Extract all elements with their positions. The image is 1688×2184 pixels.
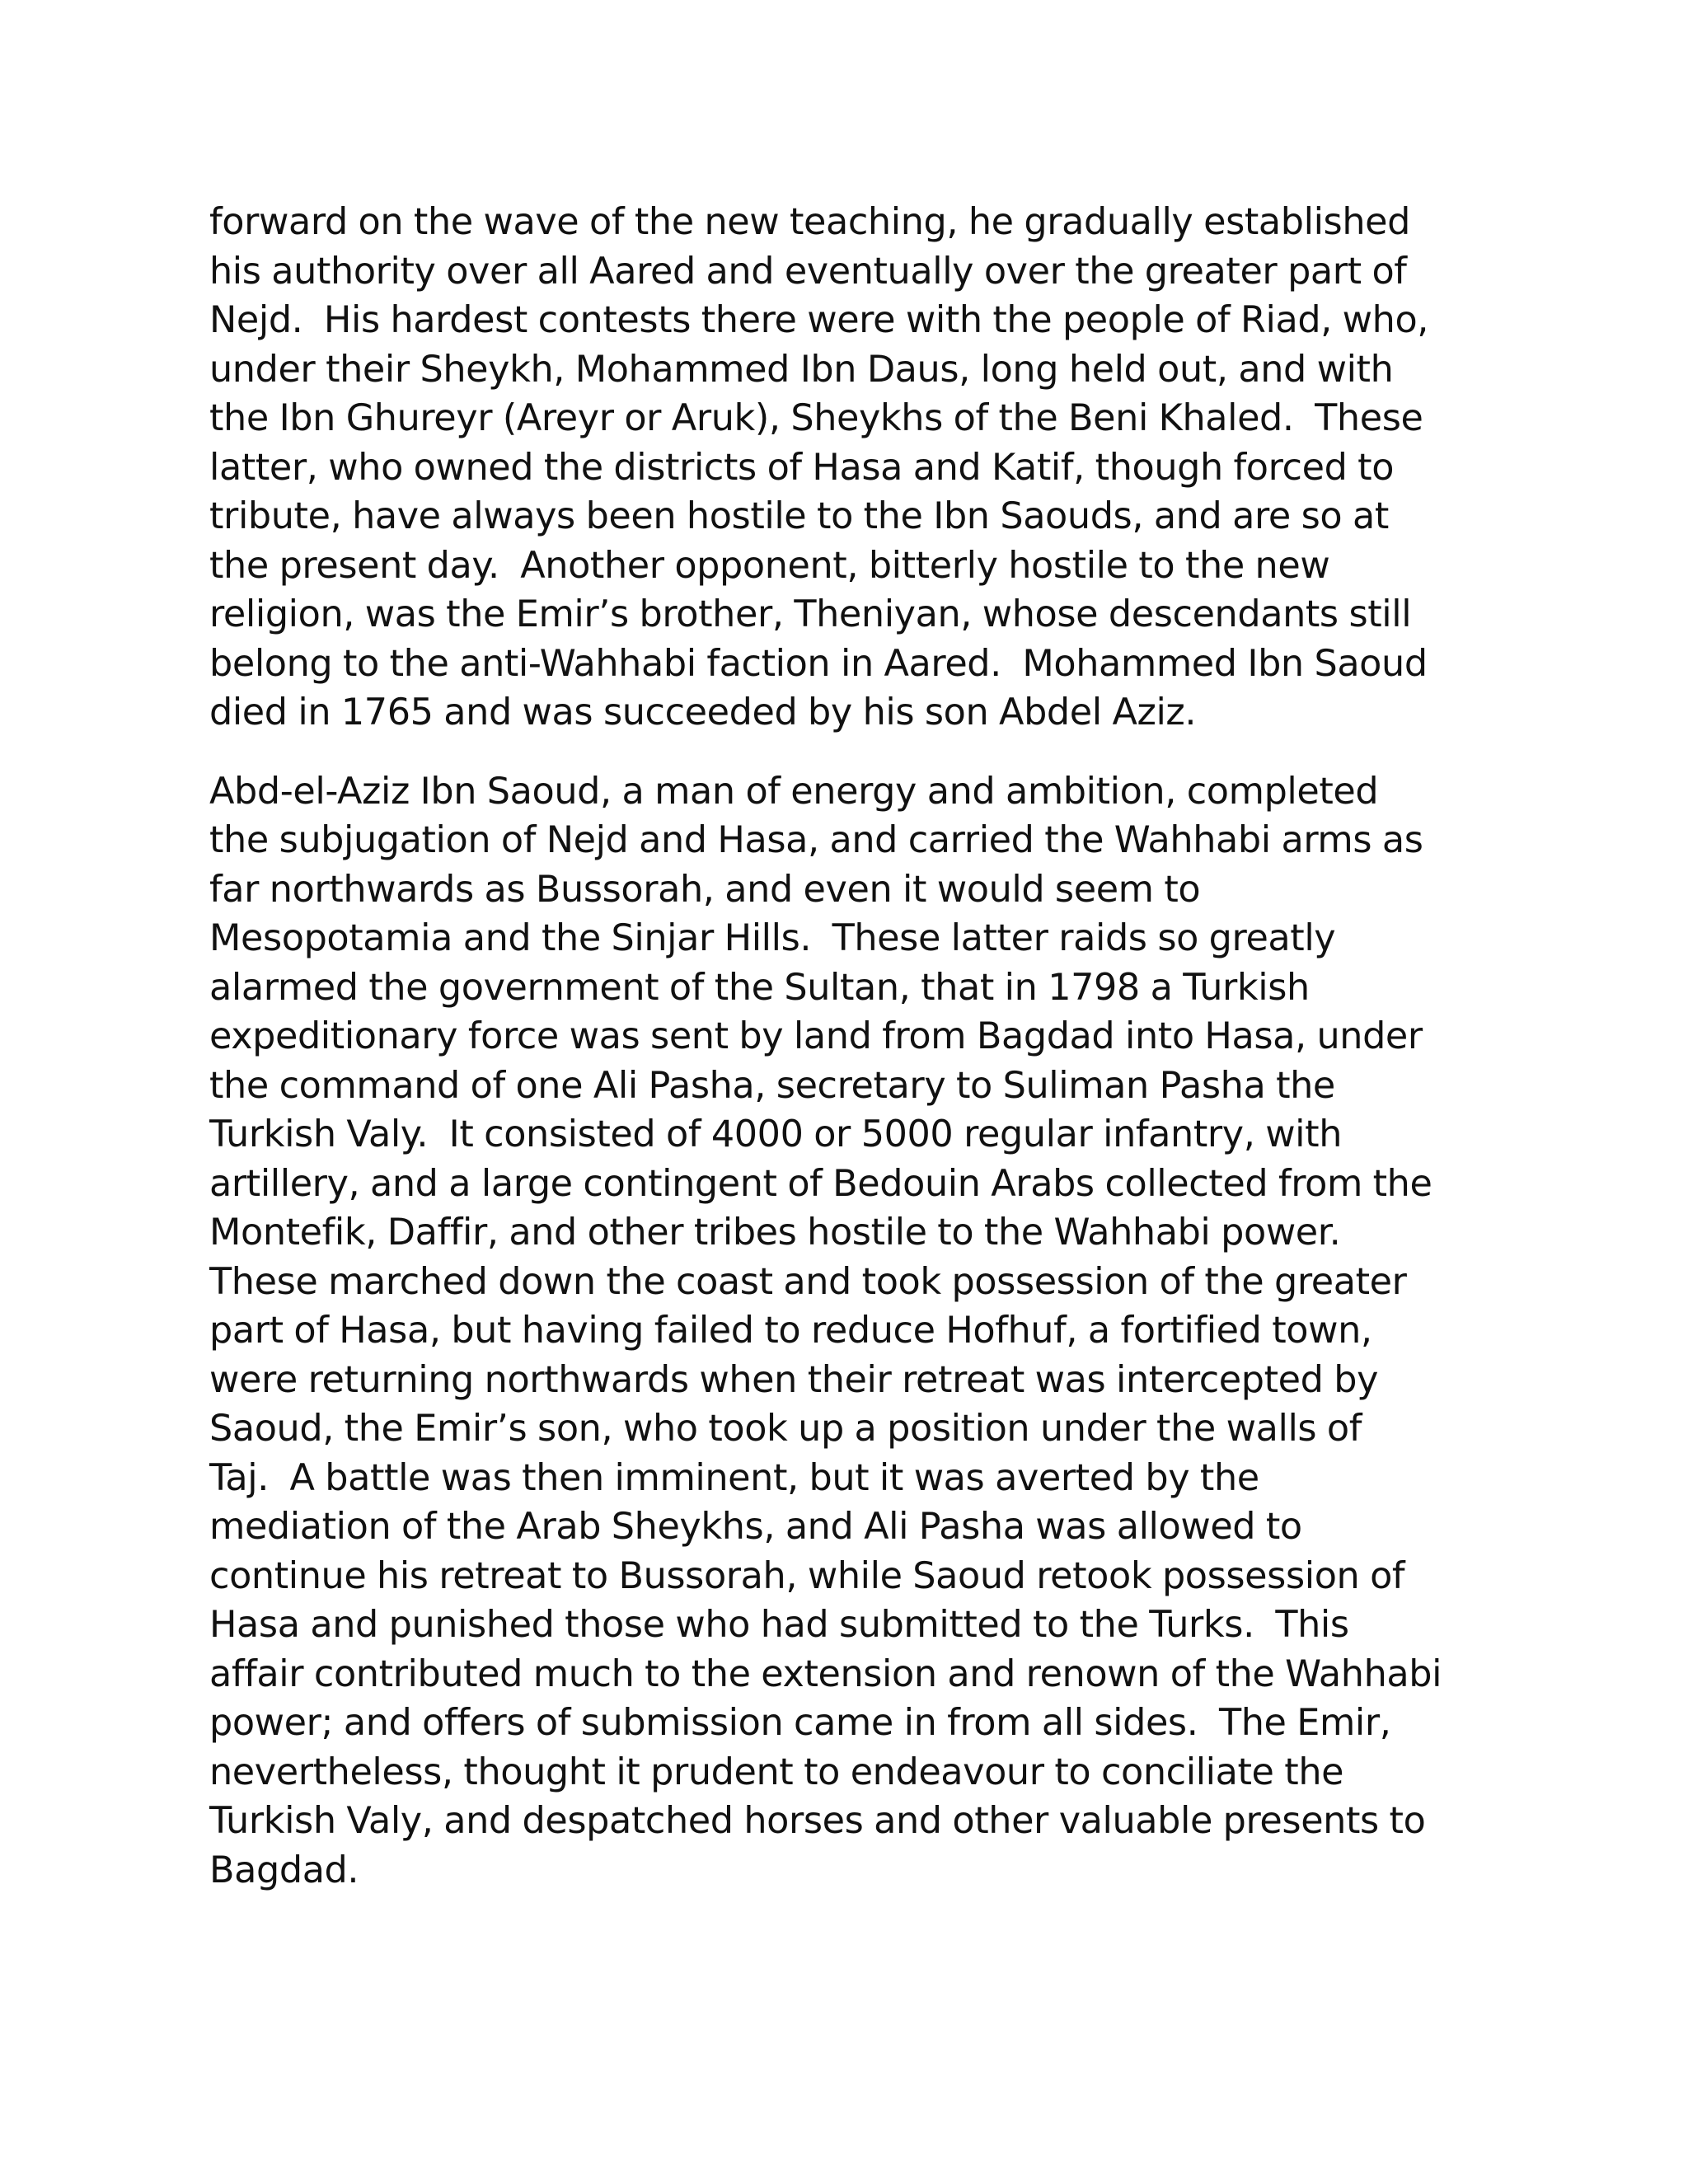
text-line: continue his retreat to Bussorah, while Saoud retook possession of [209, 1554, 1405, 1597]
text-line: artillery, and a large contingent of Bedouin Arabs collected from the [209, 1162, 1432, 1205]
text-line: forward on the wave of the new teaching, he gradually established [209, 201, 1410, 243]
text-line: his authority over all Aared and eventually over the greater part of [209, 250, 1407, 293]
text-line: Montefik, Daffir, and other tribes hostile to the Wahhabi power. [209, 1212, 1341, 1254]
text-line: alarmed the government of the Sultan, that in 1798 a Turkish [209, 966, 1310, 1009]
paragraph-2 [209, 767, 1479, 1896]
text-line: Saoud, the Emir’s son, who took up a position under the walls of [209, 1408, 1362, 1450]
text-line: the Ibn Ghureyr (Areyr or Aruk), Sheykhs of the Beni Khaled. These [209, 397, 1423, 439]
text-line: These marched down the coast and took possession of the greater [209, 1260, 1407, 1303]
text-line: the command of one Ali Pasha, secretary to Suliman Pasha the [209, 1064, 1335, 1107]
body-text [209, 198, 1479, 1895]
text-line: latter, who owned the districts of Hasa and Katif, though forced to [209, 446, 1395, 489]
text-line: Hasa and punished those who had submitted to the Turks. This [209, 1604, 1349, 1646]
text-line: Taj. A battle was then imminent, but it was averted by the [209, 1456, 1259, 1499]
text-line: Nejd. His hardest contests there were with the people of Riad, who, [209, 299, 1429, 341]
text-line: expeditionary force was sent by land from Bagdad into Hasa, under [209, 1015, 1423, 1057]
text-line: Turkish Valy. It consisted of 4000 or 5000 regular infantry, with [209, 1113, 1342, 1155]
text-line: Turkish Valy, and despatched horses and other valuable presents to [209, 1800, 1426, 1842]
text-line: tribute, have always been hostile to the Ibn Saouds, and are so at [209, 495, 1389, 537]
text-line: Bagdad. [209, 1849, 359, 1891]
text-line: nevertheless, thought it prudent to endeavour to conciliate the [209, 1750, 1344, 1793]
text-line: religion, was the Emir’s brother, Theniyan, whose descendants still [209, 593, 1412, 635]
text-line: died in 1765 and was succeeded by his son Abdel Aziz. [209, 691, 1197, 733]
paragraph-1 [209, 198, 1479, 738]
text-line: affair contributed much to the extension and renown of the Wahhabi [209, 1652, 1442, 1695]
text-line: were returning northwards when their retreat was intercepted by [209, 1358, 1379, 1401]
text-line: the subjugation of Nejd and Hasa, and carried the Wahhabi arms as [209, 819, 1423, 861]
text-line: far northwards as Bussorah, and even it would seem to [209, 868, 1201, 911]
text-line: the present day. Another opponent, bitterly hostile to the new [209, 544, 1330, 587]
text-line: part of Hasa, but having failed to reduce Hofhuf, a fortified town, [209, 1310, 1372, 1352]
text-line: Abd-el-Aziz Ibn Saoud, a man of energy and ambition, completed [209, 770, 1379, 813]
text-line: power; and offers of submission came in from all sides. The Emir, [209, 1702, 1391, 1744]
text-line: Mesopotamia and the Sinjar Hills. These latter raids so greatly [209, 917, 1336, 959]
text-line: under their Sheykh, Mohammed Ibn Daus, long held out, and with [209, 348, 1394, 391]
text-line: belong to the anti-Wahhabi faction in Aared. Mohammed Ibn Saoud [209, 642, 1428, 685]
text-line: mediation of the Arab Sheykhs, and Ali Pasha was allowed to [209, 1506, 1302, 1548]
